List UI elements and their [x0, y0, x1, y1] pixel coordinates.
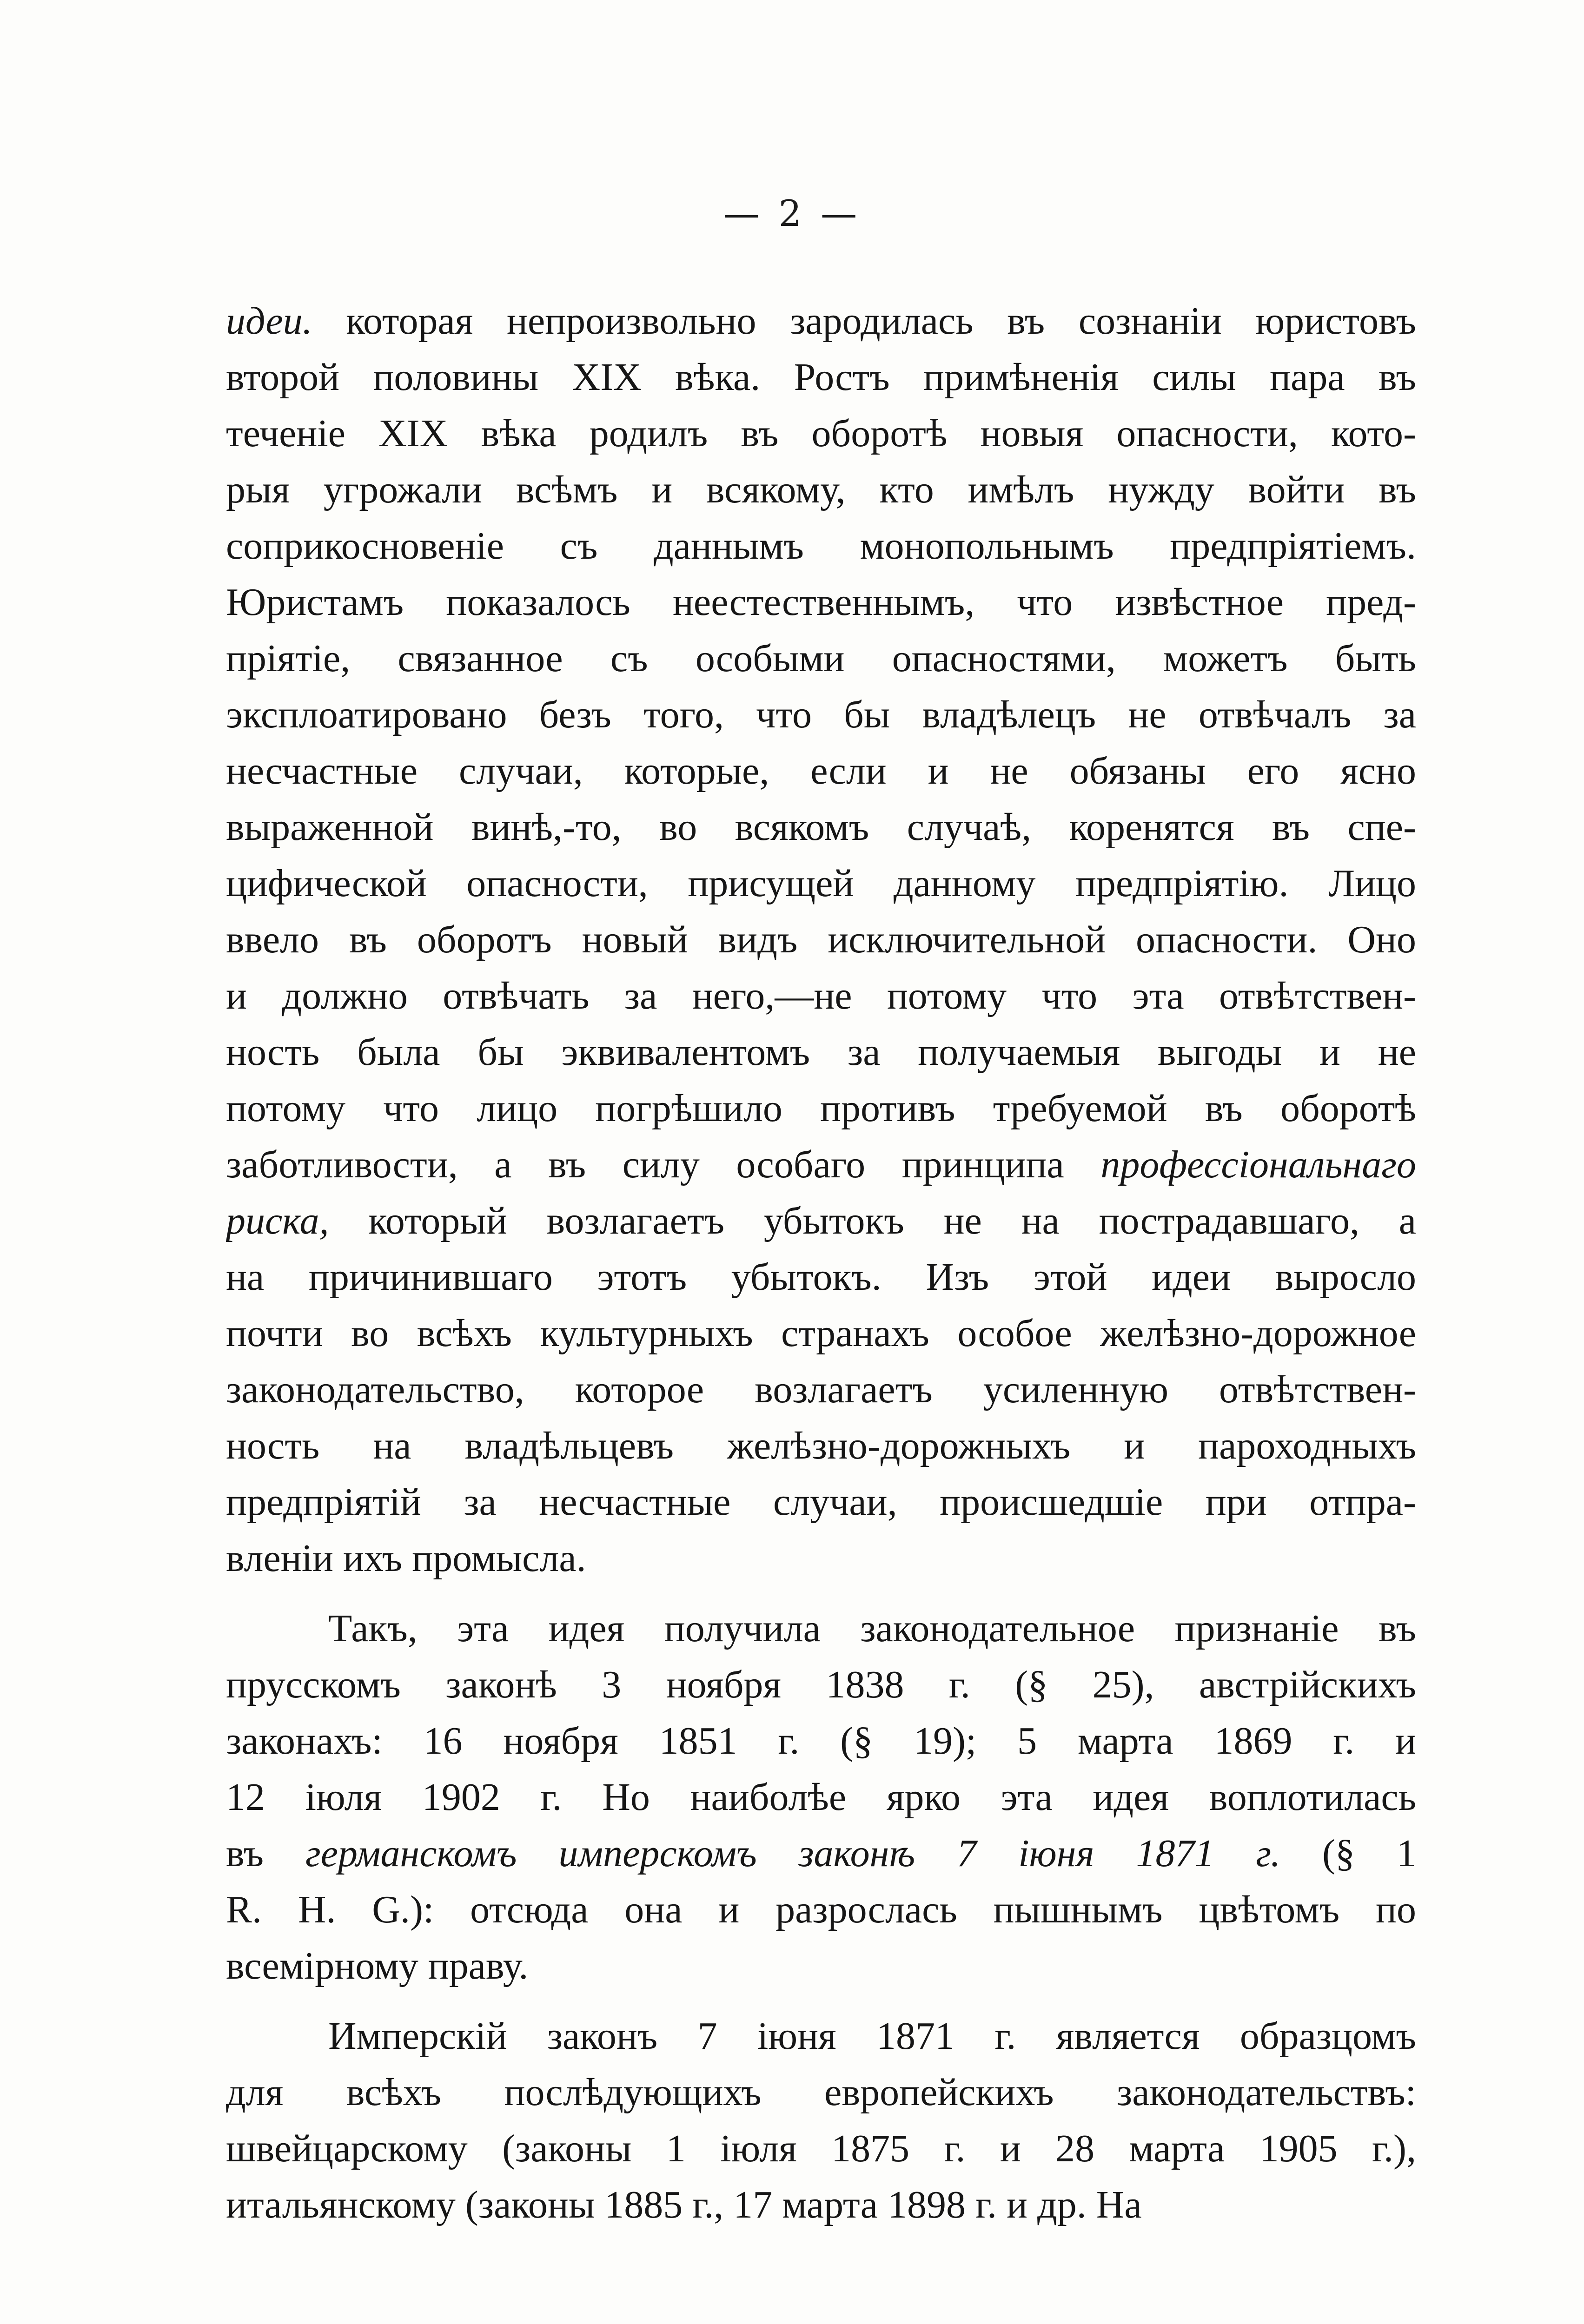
text-line: [226, 293, 1416, 349]
italic-text: идеи.: [226, 299, 312, 343]
text-segment: законахъ: 16 ноября 1851 г. (§ 19); 5 марта 1869 г. и: [226, 1719, 1416, 1763]
italic-text: германскомъ имперскомъ законѣ 7 iюня 1871 г.: [305, 1832, 1281, 1875]
text-line: [226, 1769, 1416, 1825]
text-line: [226, 1600, 1416, 1657]
text-segment: швейцарскому (законы 1 iюля 1875 г. и 28 марта 1905 г.),: [226, 2127, 1416, 2170]
text-line: [226, 1657, 1416, 1713]
text-segment: ность была бы эквивалентомъ за получаемыя выгоды и не: [226, 1030, 1416, 1074]
text-segment: и должно отвѣчать за него,—не потому что эта отвѣтствен-: [226, 974, 1416, 1017]
text-line: [226, 1080, 1416, 1136]
text-segment: для всѣхъ послѣдующихъ европейскихъ законодательствъ:: [226, 2071, 1416, 2114]
paragraph-gap: [226, 1586, 1416, 1600]
text-line: [226, 855, 1416, 911]
text-segment: потому что лицо погрѣшило противъ требуемой въ оборотѣ: [226, 1087, 1416, 1130]
text-line: [226, 1713, 1416, 1769]
text-line: [226, 1882, 1416, 1938]
text-segment: въ: [226, 1832, 305, 1875]
text-segment: заботливости, а въ силу особаго принципа: [226, 1143, 1101, 1186]
text-line: [226, 799, 1416, 855]
text-segment: вленiи ихъ промысла.: [226, 1537, 586, 1580]
text-line: [226, 2120, 1416, 2177]
text-segment: 12 iюля 1902 г. Но наиболѣе ярко эта идея воплотилась: [226, 1776, 1416, 1819]
text-line: [226, 630, 1416, 687]
text-line: [226, 911, 1416, 968]
text-line: [226, 743, 1416, 799]
text-line: [226, 1530, 1416, 1586]
text-line: [226, 2064, 1416, 2120]
text-line: [226, 1305, 1416, 1361]
text-line: [226, 2177, 1416, 2233]
text-line: [226, 574, 1416, 630]
text-line: [226, 1024, 1416, 1080]
text-line: [226, 1418, 1416, 1474]
text-segment: Имперскiй законъ 7 iюня 1871 г. является образцомъ: [328, 2014, 1416, 2058]
text-segment: Юристамъ показалось неестественнымъ, что извѣстное пред-: [226, 581, 1416, 624]
text-line: [226, 687, 1416, 743]
body-text: [226, 293, 1416, 2233]
text-line: [226, 1938, 1416, 1994]
page-number: — 2 —: [723, 193, 861, 235]
text-segment: выраженной винѣ,-то, во всякомъ случаѣ, коренятся въ спе-: [226, 805, 1416, 849]
text-line: [226, 2008, 1416, 2064]
text-segment: предпрiятiй за несчастные случаи, происшедшiе при отпра-: [226, 1480, 1416, 1524]
text-segment: цифической опасности, присущей данному предпрiятiю. Лицо: [226, 862, 1416, 905]
text-line: [226, 518, 1416, 574]
text-segment: который возлагаетъ убытокъ не на пострадавшаго, а: [329, 1199, 1416, 1242]
text-segment: ность на владѣльцевъ желѣзно-дорожныхъ и пароходныхъ: [226, 1424, 1416, 1467]
text-segment: (§ 1: [1280, 1832, 1416, 1875]
text-segment: несчастные случаи, которые, если и не обязаны его ясно: [226, 749, 1416, 792]
text-segment: законодательство, которое возлагаетъ усиленную отвѣтствен-: [226, 1368, 1416, 1411]
text-segment: итальянскому (законы 1885 г., 17 марта 1898 г. и др. На: [226, 2183, 1142, 2226]
text-segment: соприкосновенiе съ даннымъ монопольнымъ предпрiятiемъ.: [226, 524, 1416, 568]
text-line: [226, 1825, 1416, 1882]
text-segment: на причинившаго этотъ убытокъ. Изъ этой идеи выросло: [226, 1255, 1416, 1299]
italic-text: риска,: [226, 1199, 329, 1242]
text-segment: прусскомъ законѣ 3 ноября 1838 г. (§ 25), австрiйскихъ: [226, 1663, 1416, 1706]
text-line: [226, 349, 1416, 405]
text-segment: всемiрному праву.: [226, 1944, 529, 1987]
text-segment: теченiе XIX вѣка родилъ въ оборотѣ новыя опасности, кото-: [226, 412, 1416, 455]
text-segment: ввело въ оборотъ новый видъ исключительной опасности. Оно: [226, 918, 1416, 961]
text-segment: второй половины XIX вѣка. Ростъ примѣненiя силы пара въ: [226, 356, 1416, 399]
text-line: [226, 1474, 1416, 1530]
text-line: [226, 1361, 1416, 1418]
text-line: [226, 405, 1416, 462]
text-segment: которая непроизвольно зародилась въ сознанiи юристовъ: [312, 299, 1416, 343]
text-segment: почти во всѣхъ культурныхъ странахъ особое желѣзно-дорожное: [226, 1312, 1416, 1355]
text-segment: рыя угрожали всѣмъ и всякому, кто имѣлъ нужду войти въ: [226, 468, 1416, 511]
text-segment: эксплоатировано безъ того, что бы владѣлецъ не отвѣчалъ за: [226, 693, 1416, 736]
text-segment: R. H. G.): отсюда она и разрослась пышнымъ цвѣтомъ по: [226, 1888, 1416, 1931]
text-line: [226, 1193, 1416, 1249]
text-segment: прiятiе, связанное съ особыми опасностями, можетъ быть: [226, 637, 1416, 680]
text-line: [226, 1136, 1416, 1193]
text-line: [226, 462, 1416, 518]
text-line: [226, 1249, 1416, 1305]
text-line: [226, 968, 1416, 1024]
paragraph-gap: [226, 1994, 1416, 2008]
text-segment: Такъ, эта идея получила законодательное признанiе въ: [328, 1607, 1416, 1650]
italic-text: профессiональнаго: [1100, 1143, 1416, 1186]
